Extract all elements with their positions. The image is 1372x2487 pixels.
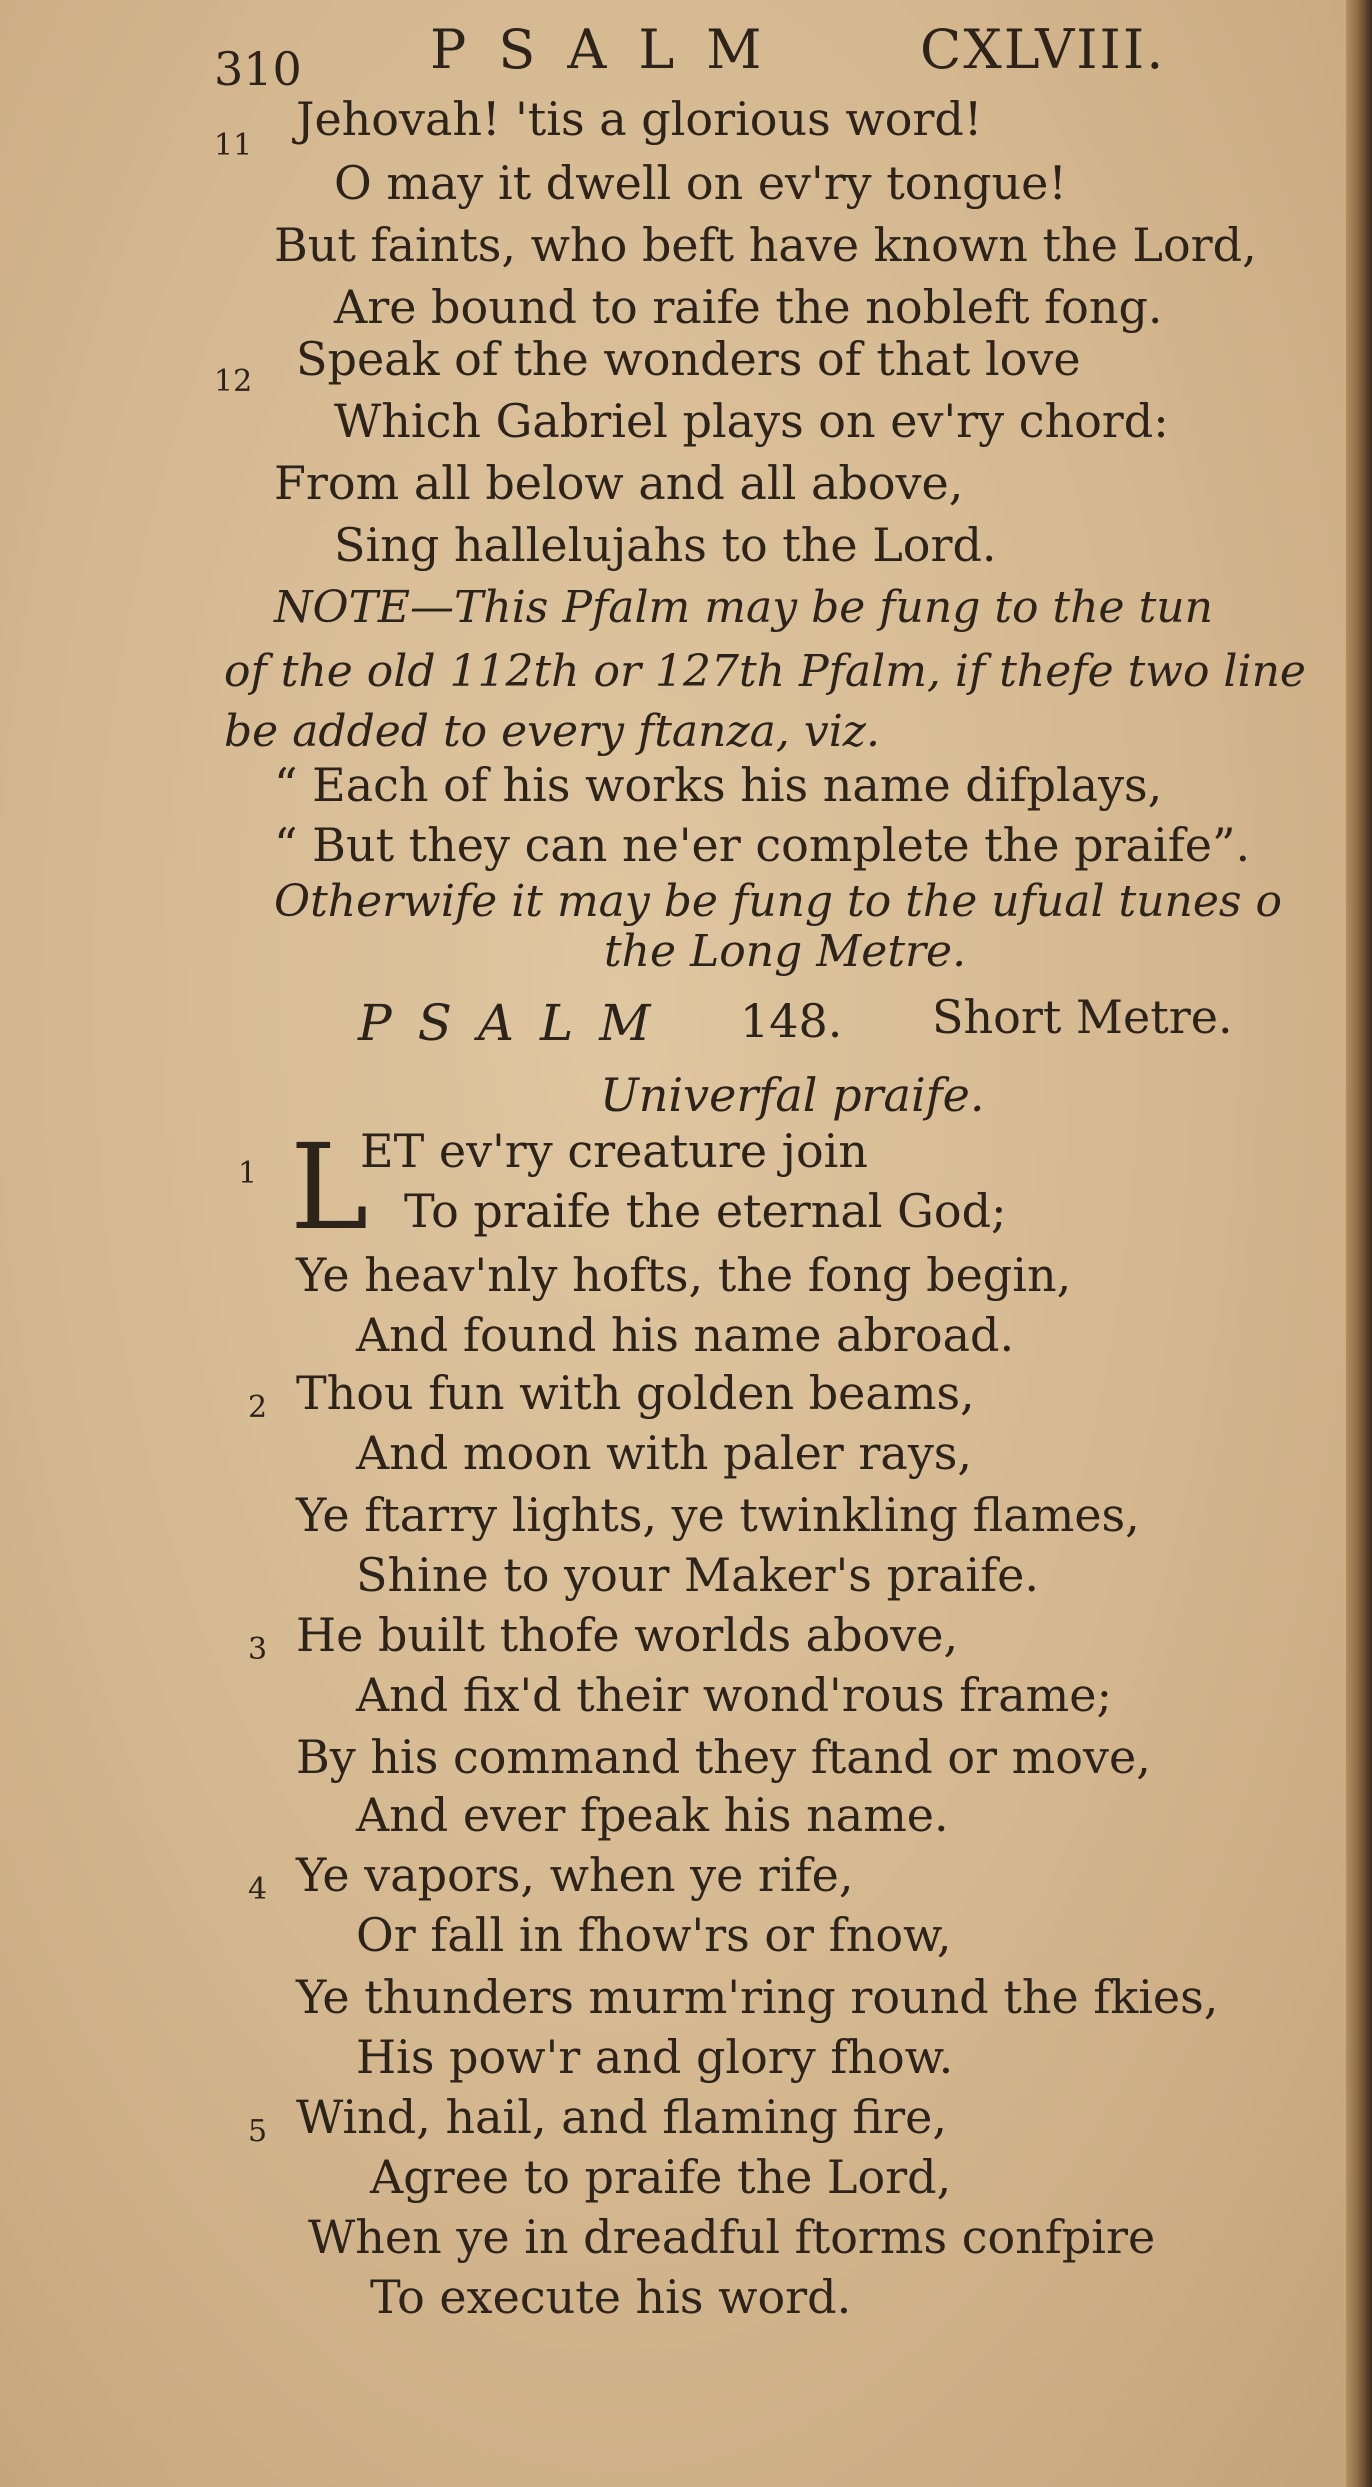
drop-cap: L	[290, 1118, 369, 1256]
verse-line: Which Gabriel plays on ev'ry chord:	[334, 394, 1169, 448]
verse-line: O may it dwell on ev'ry tongue!	[334, 156, 1067, 210]
running-psalm-number: CXLVIII.	[920, 18, 1166, 81]
psalm-title: PSALM	[358, 994, 677, 1052]
stanza-number: 5	[248, 2114, 268, 2149]
stanza-number: 2	[248, 1390, 268, 1425]
verse-line: His pow'r and glory fhow.	[356, 2030, 954, 2084]
note-line: NOTE—This Pfalm may be fung to the tun	[274, 582, 1213, 633]
note-line: the Long Metre.	[604, 926, 967, 977]
running-title: PSALM	[430, 18, 794, 81]
verse-line: Ye ftarry lights, ye twinkling flames,	[296, 1488, 1140, 1542]
note-line: “ Each of his works his name difplays,	[274, 758, 1163, 812]
verse-line: And ever fpeak his name.	[356, 1788, 949, 1842]
psalm-number: 148.	[740, 994, 843, 1048]
verse-line: Shine to your Maker's praife.	[356, 1548, 1039, 1602]
stanza-number: 4	[248, 1872, 268, 1907]
verse-line: And moon with paler rays,	[356, 1426, 973, 1480]
verse-line: From all below and all above,	[274, 456, 964, 510]
verse-line: Ye heav'nly hofts, the fong begin,	[296, 1248, 1072, 1302]
verse-line: To praife the eternal God;	[404, 1184, 1007, 1238]
page-edge	[1346, 0, 1372, 2487]
verse-line: Speak of the wonders of that love	[296, 332, 1081, 386]
verse-line: By his command they ftand or move,	[296, 1730, 1151, 1784]
note-line: of the old 112th or 127th Pfalm, if thefe two line	[224, 646, 1306, 697]
verse-line: But faints, who beft have known the Lord,	[274, 218, 1257, 272]
stanza-number: 1	[238, 1156, 258, 1191]
stanza-number: 11	[214, 128, 253, 163]
verse-line: Wind, hail, and flaming fire,	[296, 2090, 947, 2144]
page-number: 310	[214, 42, 302, 96]
verse-line: Are bound to raife the nobleft fong.	[334, 280, 1163, 334]
note-line: “ But they can ne'er complete the praife”.	[274, 818, 1251, 872]
verse-line: Sing hallelujahs to the Lord.	[334, 518, 997, 572]
stanza-number: 3	[248, 1632, 268, 1667]
psalm-metre: Short Metre.	[932, 990, 1233, 1044]
verse-line: Ye vapors, when ye rife,	[296, 1848, 854, 1902]
verse-line: Thou fun with golden beams,	[296, 1366, 975, 1420]
running-head	[0, 2, 1340, 96]
verse-line: Ye thunders murm'ring round the fkies,	[296, 1970, 1219, 2024]
psalm-subtitle: Univerfal praife.	[600, 1068, 985, 1122]
verse-line: He built thofe worlds above,	[296, 1608, 959, 1662]
verse-line: To execute his word.	[370, 2270, 852, 2324]
note-line: be added to every ftanza, viz.	[224, 706, 880, 757]
stanza-number: 12	[214, 364, 253, 399]
verse-line: And found his name abroad.	[356, 1308, 1015, 1362]
verse-line: And fix'd their wond'rous frame;	[356, 1668, 1113, 1722]
verse-line: Jehovah! 'tis a glorious word!	[296, 92, 983, 146]
verse-line: Agree to praife the Lord,	[370, 2150, 952, 2204]
verse-line: ET ev'ry creature join	[360, 1124, 868, 1178]
verse-line: When ye in dreadful ftorms confpire	[308, 2210, 1156, 2264]
verse-line: Or fall in fhow'rs or fnow,	[356, 1908, 952, 1962]
note-line: Otherwife it may be fung to the ufual tunes o	[274, 876, 1282, 927]
